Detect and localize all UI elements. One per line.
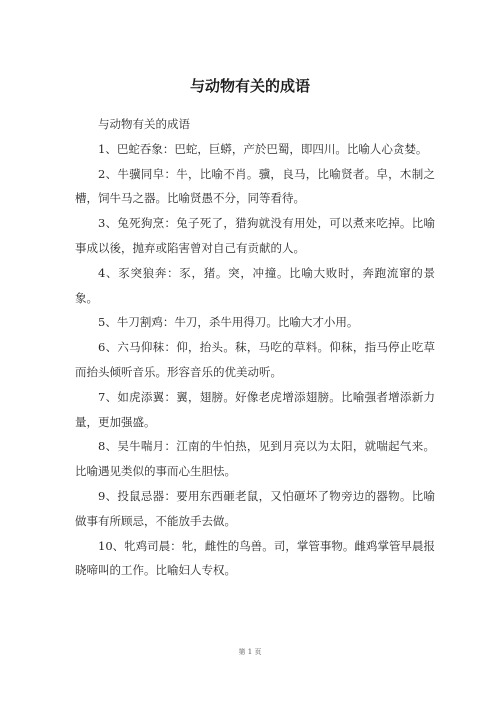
idiom-entry-6: 6、六马仰秣：仰，抬头。秣，马吃的草料。仰秣，指马停止吃草而抬头倾听音乐。形容音乐的优美动听。 [75,340,435,379]
idiom-entry-2: 2、牛骥同皁：牛，比喻不肖。骥，良马，比喻贤者。皁，木制之槽，饲牛马之器。比喻贤愚不分，同等看待。 [75,166,435,206]
idiom-entry-8: 8、吴牛喘月：江南的牛怕热，见到月亮以为太阳，就喘起气来。比喻遇见类似的事而心生胆怯。 [75,439,435,479]
page-title: 与动物有关的成语 [189,77,310,95]
idiom-entry-9: 9、投鼠忌器：要用东西砸老鼠，又怕砸坏了物旁边的器物。比喻做事有所顾忌，不能放手去做。 [75,488,435,528]
page-number: 第 1 页 [238,648,262,656]
idiom-entry-4: 4、豕突狼奔：豕，猪。突，冲撞。比喻大败时，奔跑流窜的景象。 [75,265,435,305]
idiom-entry-7: 7、如虎添翼：翼，翅膀。好像老虎增添翅膀。比喻强者增添新力量，更加强盛。 [75,389,435,429]
idiom-entry-3: 3、兔死狗烹：兔子死了，猎狗就没有用处，可以煮来吃掉。比喻事成以後，抛弃或陷害曾对自己有贡献的人。 [75,216,435,255]
idiom-entry-1: 1、巴蛇吞象：巴蛇，巨蟒，产於巴蜀，即四川。比喻人心贪婪。 [98,141,428,156]
document-subtitle: 与动物有关的成语 [98,117,190,131]
idiom-entry-10: 10、牝鸡司晨：牝，雌性的鸟兽。司，掌管事物。雌鸡掌管早晨报晓啼叫的工作。比喻妇人专权。 [75,538,435,578]
idiom-entry-5: 5、牛刀割鸡：牛刀，杀牛用得刀。比喻大才小用。 [98,315,359,330]
document-body [75,112,435,583]
